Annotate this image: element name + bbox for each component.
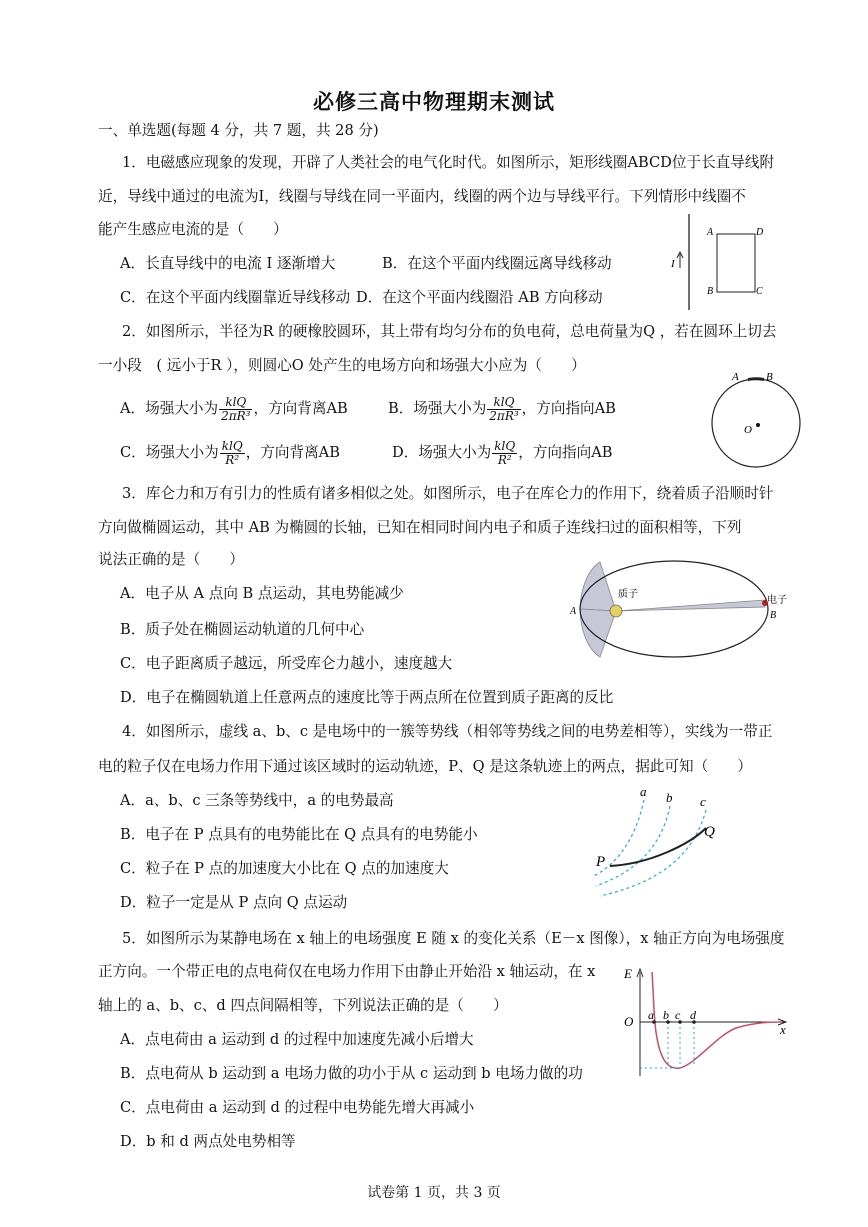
q4-label-c: c — [700, 794, 706, 809]
q3-option-a[interactable]: A．电子从 A 点向 B 点运动，其电势能减少 — [120, 585, 404, 602]
q5-line-3: 轴上的 a、b、c、d 四点间隔相等，下列说法正确的是（ ） — [98, 997, 508, 1014]
q5-option-a[interactable]: A．点电荷由 a 运动到 d 的过程中加速度先减小后增大 — [120, 1031, 474, 1048]
q5-line-2: 正方向。一个带正电的点电荷仅在电场力作用下由静止开始沿 x 轴运动，在 x — [98, 963, 596, 980]
q2-label-a: A — [732, 371, 739, 383]
q3-label-a: A — [570, 606, 577, 617]
section-heading: 一、单选题(每题 4 分，共 7 题，共 28 分) — [98, 122, 379, 139]
q4-option-c[interactable]: C．粒子在 P 点的加速度大小比在 Q 点的加速度大 — [120, 860, 449, 877]
q5-label-e: E — [624, 966, 632, 981]
q3-label-electron: 电子 — [767, 595, 787, 606]
q1-label-c: C — [756, 286, 763, 297]
q1-line-2: 近，导线中通过的电流为I，线圈与导线在同一平面内，线圈的两个边与导线平行。下列情形中线圈不 — [98, 188, 746, 205]
q2-option-d[interactable]: D．场强大小为 $\frac{\text{klQ}}{\text{R²}}$ ，方向指向AB — [392, 438, 613, 467]
q4-line-2: 电的粒子仅在电场力作用下通过该区域时的运动轨迹，P、Q 是这条轨迹上的两点，据此可知（ ） — [98, 758, 752, 775]
q2-figure-ring — [706, 370, 806, 470]
q1-label-i: I — [671, 258, 675, 270]
q5-label-b: b — [663, 1008, 669, 1022]
q4-line-1: 4．如图所示，虚线 a、b、c 是电场中的一簇等势线（相邻等势线之间的电势差相等），实线为一带正 — [122, 723, 773, 740]
q1-label-d: D — [756, 227, 764, 238]
q5-option-d[interactable]: D．b 和 d 两点处电势相等 — [120, 1133, 296, 1150]
q3-line-2: 方向做椭圆运动，其中 AB 为椭圆的长轴，已知在相同时间内电子和质子连线扫过的面积相等，下列 — [98, 519, 742, 536]
q4-label-q: Q — [704, 824, 715, 840]
q4-option-a[interactable]: A．a、b、c 三条等势线中，a 的电势最高 — [120, 792, 394, 809]
q2-label-b: B — [766, 371, 773, 383]
q1-option-c[interactable]: C．在这个平面内线圈靠近导线移动 — [120, 289, 351, 306]
q3-figure-ellipse-orbit — [564, 556, 804, 666]
q2-option-c[interactable]: C．场强大小为 $\frac{\text{klQ}}{\text{R²}}$ ，方向背离AB — [120, 438, 340, 467]
q3-line-3: 说法正确的是（ ） — [98, 551, 244, 568]
q5-line-1: 5．如图所示为某静电场在 x 轴上的电场强度 E 随 x 的变化关系（E－x 图像），x 轴正方向为电场强度 — [122, 930, 785, 947]
q5-option-c[interactable]: C．点电荷由 a 运动到 d 的过程中电势能先增大再减小 — [120, 1099, 475, 1116]
q5-option-b[interactable]: B．点电荷从 b 运动到 a 电场力做的功小于从 c 运动到 b 电场力做的功 — [120, 1065, 583, 1082]
q5-label-d: d — [690, 1008, 696, 1022]
q1-line-3: 能产生感应电流的是（ ） — [98, 221, 288, 238]
q2-line-1: 2．如图所示，半径为R 的硬橡胶圆环，其上带有均匀分布的负电荷，总电荷量为Q ，若在圆环上切去 — [122, 323, 777, 340]
q4-figure-equipotential — [590, 784, 730, 904]
q3-option-b[interactable]: B．质子处在椭圆运动轨道的几何中心 — [120, 621, 365, 638]
q3-option-d[interactable]: D．电子在椭圆轨道上任意两点的速度比等于两点所在位置到质子距离的反比 — [120, 689, 614, 706]
q1-line-1: 1．电磁感应现象的发现，开辟了人类社会的电气化时代。如图所示，矩形线圈ABCD位于长直导线附 — [122, 154, 775, 171]
q3-option-c[interactable]: C．电子距离质子越远，所受库仑力越小，速度越大 — [120, 655, 453, 672]
q4-option-d[interactable]: D．粒子一定是从 P 点向 Q 点运动 — [120, 894, 348, 911]
q5-label-c: c — [675, 1008, 681, 1022]
q2-label-o: O — [744, 424, 752, 436]
q3-label-proton: 质子 — [618, 589, 638, 600]
q1-label-b: B — [707, 286, 714, 297]
page-title: 必修三高中物理期末测试 — [313, 90, 555, 114]
q2-option-b[interactable]: B．场强大小为 $\frac{\text{klQ}}{\text{2πR³}}$ ，方向指向AB — [388, 394, 616, 423]
q3-line-1: 3．库仑力和万有引力的性质有诸多相似之处。如图所示，电子在库仑力的作用下，绕着质子沿顺时针 — [122, 485, 774, 502]
q4-label-p: P — [596, 854, 606, 870]
q1-option-d[interactable]: D．在这个平面内线圈沿 AB 方向移动 — [356, 289, 603, 306]
page-footer: 试卷第 1 页，共 3 页 — [367, 1185, 501, 1201]
q5-label-o: O — [624, 1014, 634, 1029]
q2-option-a[interactable]: A．场强大小为 $\frac{\text{klQ}}{\text{2πR³}}$ ，方向背离AB — [120, 394, 348, 423]
q3-label-b: B — [770, 610, 777, 621]
q1-label-a: A — [707, 227, 714, 238]
q2-line-2: 一小段 ( 远小于R ），则圆心O 处产生的电场方向和场强大小应为（ ） — [98, 357, 586, 374]
q4-label-a: a — [640, 784, 647, 799]
q1-option-b[interactable]: B．在这个平面内线圈远离导线移动 — [382, 255, 612, 272]
q1-figure-wire-coil — [660, 212, 770, 312]
q4-label-b: b — [666, 790, 673, 805]
q5-label-x: x — [780, 1022, 786, 1037]
q1-option-a[interactable]: A．长直导线中的电流 I 逐渐增大 — [120, 255, 336, 272]
q4-option-b[interactable]: B．电子在 P 点具有的电势能比在 Q 点具有的电势能小 — [120, 826, 478, 843]
q5-label-a: a — [648, 1008, 654, 1022]
q5-figure-e-x-graph — [616, 964, 796, 1084]
